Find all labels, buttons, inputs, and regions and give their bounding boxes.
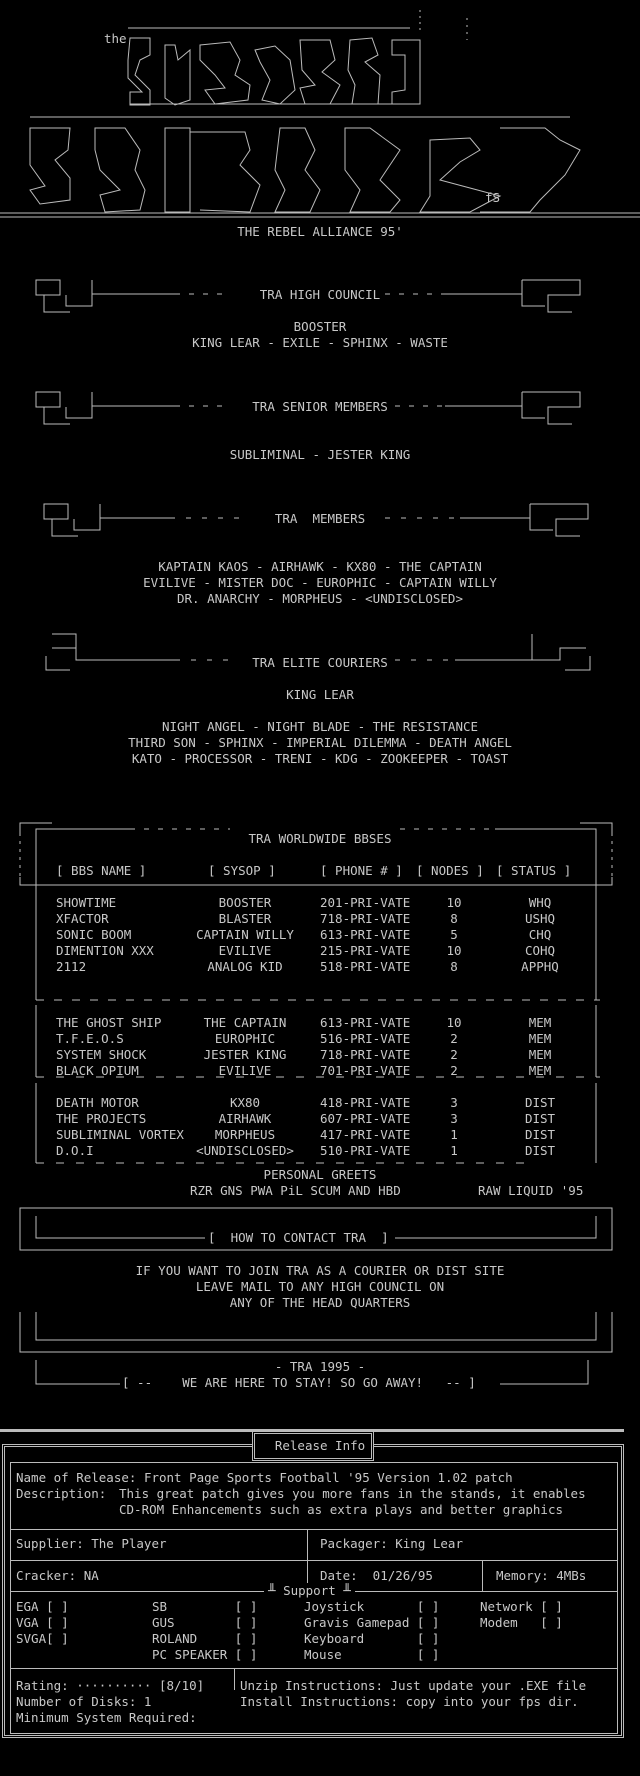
cell-sysop: <UNDISCLOSED> (196, 1143, 294, 1158)
support-option: GUS [ ] (152, 1615, 258, 1630)
cell-status: DIST (524, 1143, 556, 1158)
cell-status: MEM (528, 1063, 552, 1078)
cell-sysop: BLASTER (218, 911, 272, 926)
install-instructions: Install Instructions: copy into your fps dir. (240, 1694, 579, 1709)
column-header-nodes: [ NODES ] (416, 863, 484, 878)
elite-couriers-line: THIRD SON - SPHINX - IMPERIAL DILEMMA - DEATH ANGEL (128, 735, 512, 750)
release-description-label: Description: (16, 1486, 107, 1501)
column-header-status: [ STATUS ] (496, 863, 572, 878)
release-title: Release Info (274, 1438, 366, 1453)
cell-phone: 201-PRI-VATE (320, 895, 411, 910)
support-option: Modem [ ] (480, 1615, 563, 1630)
cell-status: COHQ (524, 943, 556, 958)
elite-couriers-heading: TRA ELITE COURIERS (252, 655, 388, 670)
members-line: DR. ANARCHY - MORPHEUS - <UNDISCLOSED> (177, 591, 463, 606)
support-option: VGA [ ] (16, 1615, 69, 1630)
support-option: Keyboard [ ] (304, 1631, 440, 1646)
cell-nodes: 3 (450, 1095, 458, 1110)
support-option: Network [ ] (480, 1599, 563, 1614)
cell-phone: 518-PRI-VATE (320, 959, 411, 974)
rating-divider (234, 1668, 235, 1690)
column-header-bbs-name: [ BBS NAME ] (56, 863, 147, 878)
senior-members-line: SUBLIMINAL - JESTER KING (229, 447, 411, 462)
senior-members-heading: TRA SENIOR MEMBERS (252, 399, 388, 414)
support-option: Mouse [ ] (304, 1647, 440, 1662)
cell-status: USHQ (524, 911, 556, 926)
cell-nodes: 1 (450, 1127, 458, 1142)
support-option: SB [ ] (152, 1599, 258, 1614)
elite-couriers-line: NIGHT ANGEL - NIGHT BLADE - THE RESISTANCE (161, 719, 479, 734)
cell-sysop: JESTER KING (203, 1047, 287, 1062)
cell-bbs-name: D.O.I (56, 1143, 94, 1158)
ascii-artist-credit: RAW LIQUID '95 (478, 1183, 584, 1198)
support-option: Joystick [ ] (304, 1599, 440, 1614)
cell-phone: 417-PRI-VATE (320, 1127, 411, 1142)
contact-line: ANY OF THE HEAD QUARTERS (229, 1295, 411, 1310)
cell-status: DIST (524, 1095, 556, 1110)
unzip-instructions: Unzip Instructions: Just update your .EXE file (240, 1678, 587, 1693)
elite-couriers-line: KATO - PROCESSOR - TRENI - KDG - ZOOKEEPER - TOAST (131, 751, 509, 766)
contact-heading-text: HOW TO CONTACT TRA (230, 1230, 367, 1245)
cell-phone: 613-PRI-VATE (320, 1015, 411, 1030)
cell-nodes: 2 (450, 1063, 458, 1078)
cell-sysop: THE CAPTAIN (203, 1015, 287, 1030)
release-date: Date: 01/26/95 (320, 1568, 433, 1583)
cell-sysop: BOOSTER (218, 895, 272, 910)
cell-sysop: CAPTAIN WILLY (196, 927, 294, 942)
cell-nodes: 3 (450, 1111, 458, 1126)
footer-slogan: WE ARE HERE TO STAY! SO GO AWAY! (182, 1375, 424, 1390)
cell-bbs-name: SHOWTIME (56, 895, 117, 910)
cell-status: DIST (524, 1111, 556, 1126)
column-header-sysop: [ SYSOP ] (208, 863, 276, 878)
members-line: KAPTAIN KAOS - AIRHAWK - KX80 - THE CAPTAIN (158, 559, 482, 574)
release-name-label: Name of Release: (16, 1470, 137, 1485)
cell-sysop: MORPHEUS (214, 1127, 276, 1142)
support-title: ╨ Support ╨ (264, 1583, 355, 1599)
high-council-heading: TRA HIGH COUNCIL (259, 287, 381, 302)
cell-bbs-name: XFACTOR (56, 911, 109, 926)
greets-title: PERSONAL GREETS (263, 1167, 377, 1182)
tra-ascii-logo-art (0, 0, 640, 235)
cell-sysop: EVILIVE (218, 1063, 272, 1078)
cell-bbs-name: T.F.E.O.S (56, 1031, 124, 1046)
minimum-system: Minimum System Required: (16, 1710, 197, 1725)
cell-nodes: 1 (450, 1143, 458, 1158)
cell-bbs-name: 2112 (56, 959, 87, 974)
release-name-value: Front Page Sports Football '95 Version 1.02 patch (143, 1470, 513, 1485)
logo-artist-signature: fS (485, 190, 501, 205)
high-council-line: BOOSTER (293, 319, 347, 334)
cell-nodes: 10 (446, 1015, 462, 1030)
cell-nodes: 10 (446, 895, 462, 910)
cell-sysop: EVILIVE (218, 943, 272, 958)
packager: Packager: King Lear (320, 1536, 463, 1551)
cell-status: WHQ (528, 895, 552, 910)
members-heading: TRA MEMBERS (274, 511, 366, 526)
tagline: THE REBEL ALLIANCE 95' (237, 224, 403, 239)
cell-status: APPHQ (521, 959, 559, 974)
footer-slogan-line: [ -- WE ARE HERE TO STAY! SO GO AWAY! -- ] (122, 1375, 476, 1390)
release-description-line: This great patch gives you more fans in the stands, it enables (119, 1486, 586, 1501)
cell-phone: 613-PRI-VATE (320, 927, 411, 942)
high-council-line: KING LEAR - EXILE - SPHINX - WASTE (192, 335, 448, 350)
logo-prefix: the (104, 31, 127, 46)
cell-bbs-name: BLACK OPIUM (56, 1063, 139, 1078)
cell-bbs-name: THE PROJECTS (56, 1111, 147, 1126)
cell-bbs-name: DIMENTION XXX (56, 943, 154, 958)
cell-sysop: AIRHAWK (218, 1111, 272, 1126)
cell-phone: 510-PRI-VATE (320, 1143, 411, 1158)
cell-nodes: 8 (450, 959, 458, 974)
support-option: PC SPEAKER [ ] (152, 1647, 258, 1662)
support-option: EGA [ ] (16, 1599, 69, 1614)
cell-nodes: 10 (446, 943, 462, 958)
cell-sysop: KX80 (229, 1095, 261, 1110)
cell-bbs-name: SONIC BOOM (56, 927, 132, 942)
elite-couriers-lead: KING LEAR (286, 687, 354, 702)
supplier: Supplier: The Player (16, 1536, 167, 1551)
members-line: EVILIVE - MISTER DOC - EUROPHIC - CAPTAIN WILLY (143, 575, 497, 590)
cell-phone: 516-PRI-VATE (320, 1031, 411, 1046)
column-header-phone: [ PHONE # ] (320, 863, 403, 878)
cell-nodes: 5 (450, 927, 458, 942)
cell-phone: 701-PRI-VATE (320, 1063, 411, 1078)
support-option: SVGA[ ] (16, 1631, 69, 1646)
bbs-list-heading: TRA WORLDWIDE BBSES (248, 831, 392, 846)
release-name-row (16, 1470, 513, 1486)
cell-status: MEM (528, 1047, 552, 1062)
rating: Rating: ·········· [8/10] (16, 1678, 205, 1693)
contact-heading: [ HOW TO CONTACT TRA ] (208, 1230, 389, 1245)
memory-requirement: Memory: 4MBs (496, 1568, 587, 1583)
cell-phone: 718-PRI-VATE (320, 911, 411, 926)
cell-status: MEM (528, 1015, 552, 1030)
cell-phone: 215-PRI-VATE (320, 943, 411, 958)
cell-status: CHQ (528, 927, 552, 942)
contact-line: LEAVE MAIL TO ANY HIGH COUNCIL ON (195, 1279, 445, 1294)
cell-nodes: 8 (450, 911, 458, 926)
greets-list: RZR GNS PWA PiL SCUM AND HBD (190, 1183, 401, 1198)
cell-nodes: 2 (450, 1047, 458, 1062)
cell-status: MEM (528, 1031, 552, 1046)
cell-phone: 418-PRI-VATE (320, 1095, 411, 1110)
footer-year: - TRA 1995 - (274, 1359, 366, 1374)
cell-nodes: 2 (450, 1031, 458, 1046)
cell-bbs-name: SUBLIMINAL VORTEX (56, 1127, 184, 1142)
cell-bbs-name: DEATH MOTOR (56, 1095, 139, 1110)
cracker: Cracker: NA (16, 1568, 99, 1583)
support-option: ROLAND [ ] (152, 1631, 258, 1646)
contact-line: IF YOU WANT TO JOIN TRA AS A COURIER OR DIST SITE (135, 1263, 505, 1278)
support-option: Gravis Gamepad [ ] (304, 1615, 440, 1630)
cell-phone: 607-PRI-VATE (320, 1111, 411, 1126)
release-description-line: CD-ROM Enhancements such as extra plays and better graphics (119, 1502, 564, 1517)
cell-bbs-name: SYSTEM SHOCK (56, 1047, 147, 1062)
support-title-text: Support (283, 1583, 336, 1598)
cell-status: DIST (524, 1127, 556, 1142)
number-of-disks: Number of Disks: 1 (16, 1694, 152, 1709)
cell-bbs-name: THE GHOST SHIP (56, 1015, 162, 1030)
cell-sysop: ANALOG KID (207, 959, 283, 974)
cell-sysop: EUROPHIC (214, 1031, 276, 1046)
cell-phone: 718-PRI-VATE (320, 1047, 411, 1062)
